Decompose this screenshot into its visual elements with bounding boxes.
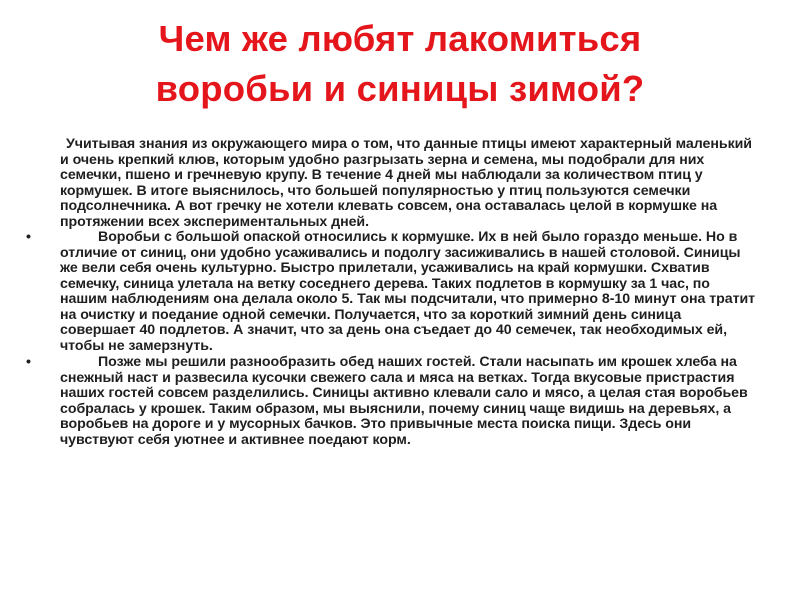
- slide-title: [60, 14, 740, 114]
- intro-paragraph: Учитывая знания из окружающего мира о том, что данные птицы имеют характерный маленький и очень крепкий клюв, которым удобно разгрызать зерна и семена, мы подобрали для них семечки, пшено и гречневую крупу. В течение 4 дней мы наблюдали за количеством птиц у кормушек. В итоге выяснилось, что большей популярностью у птиц пользуются семечки подсолнечника. А вот гречку не хотели клевать совсем, она оставалась целой в кормушке на протяжении всех экспериментальных дней.: [60, 136, 752, 230]
- bullet-marker: •: [26, 229, 31, 245]
- bullet-item-sparrows: [26, 229, 758, 354]
- slide-title-line-2: воробьи и синицы зимой?: [155, 68, 645, 109]
- bullet-text-feeding: Позже мы решили разнообразить обед наших гостей. Стали насыпать им крошек хлеба на снежный наст и развесила кусочки свежего сала и мяса на ветках. Тогда вкусовые пристрастия наших гостей совсем разделились. Синицы активно клевали сало и мясо, а целая стая воробьев собралась у крошек. Таким образом, мы выяснили, почему синиц чаще видишь на деревьях, а воробьев на дороге и у мусорных бачков. Это привычные места поиска пищи. Здесь они чувствуют себя уютнее и активнее поедают корм.: [60, 354, 748, 448]
- bullet-list: [26, 229, 758, 448]
- bullet-text-sparrows: Воробьи с большой опаской относились к кормушке. Их в ней было гораздо меньше. Но в отличие от синиц, они удобно усаживались и подолгу засиживались в нашей столовой. Синицы же вели себя очень культурно. Быстро прилетали, усаживались на край кормушки. Схватив семечку, синица улетала на ветку соседнего дерева. Таких подлетов в кормушку за 1 час, по нашим наблюдениям она делала около 5. Так мы подсчитали, что примерно 8-10 минут она тратит на очистку и поедание одной семечки. Получается, что за короткий зимний день синица совершает 40 подлетов. А значит, что за день она съедает до 40 семечек, так необходимых ей, чтобы не замерзнуть.: [60, 229, 756, 354]
- bullet-item-feeding: [26, 354, 758, 448]
- slide-title-line-1: Чем же любят лакомиться: [158, 18, 642, 59]
- slide-body: [26, 136, 758, 448]
- bullet-marker: •: [26, 354, 31, 370]
